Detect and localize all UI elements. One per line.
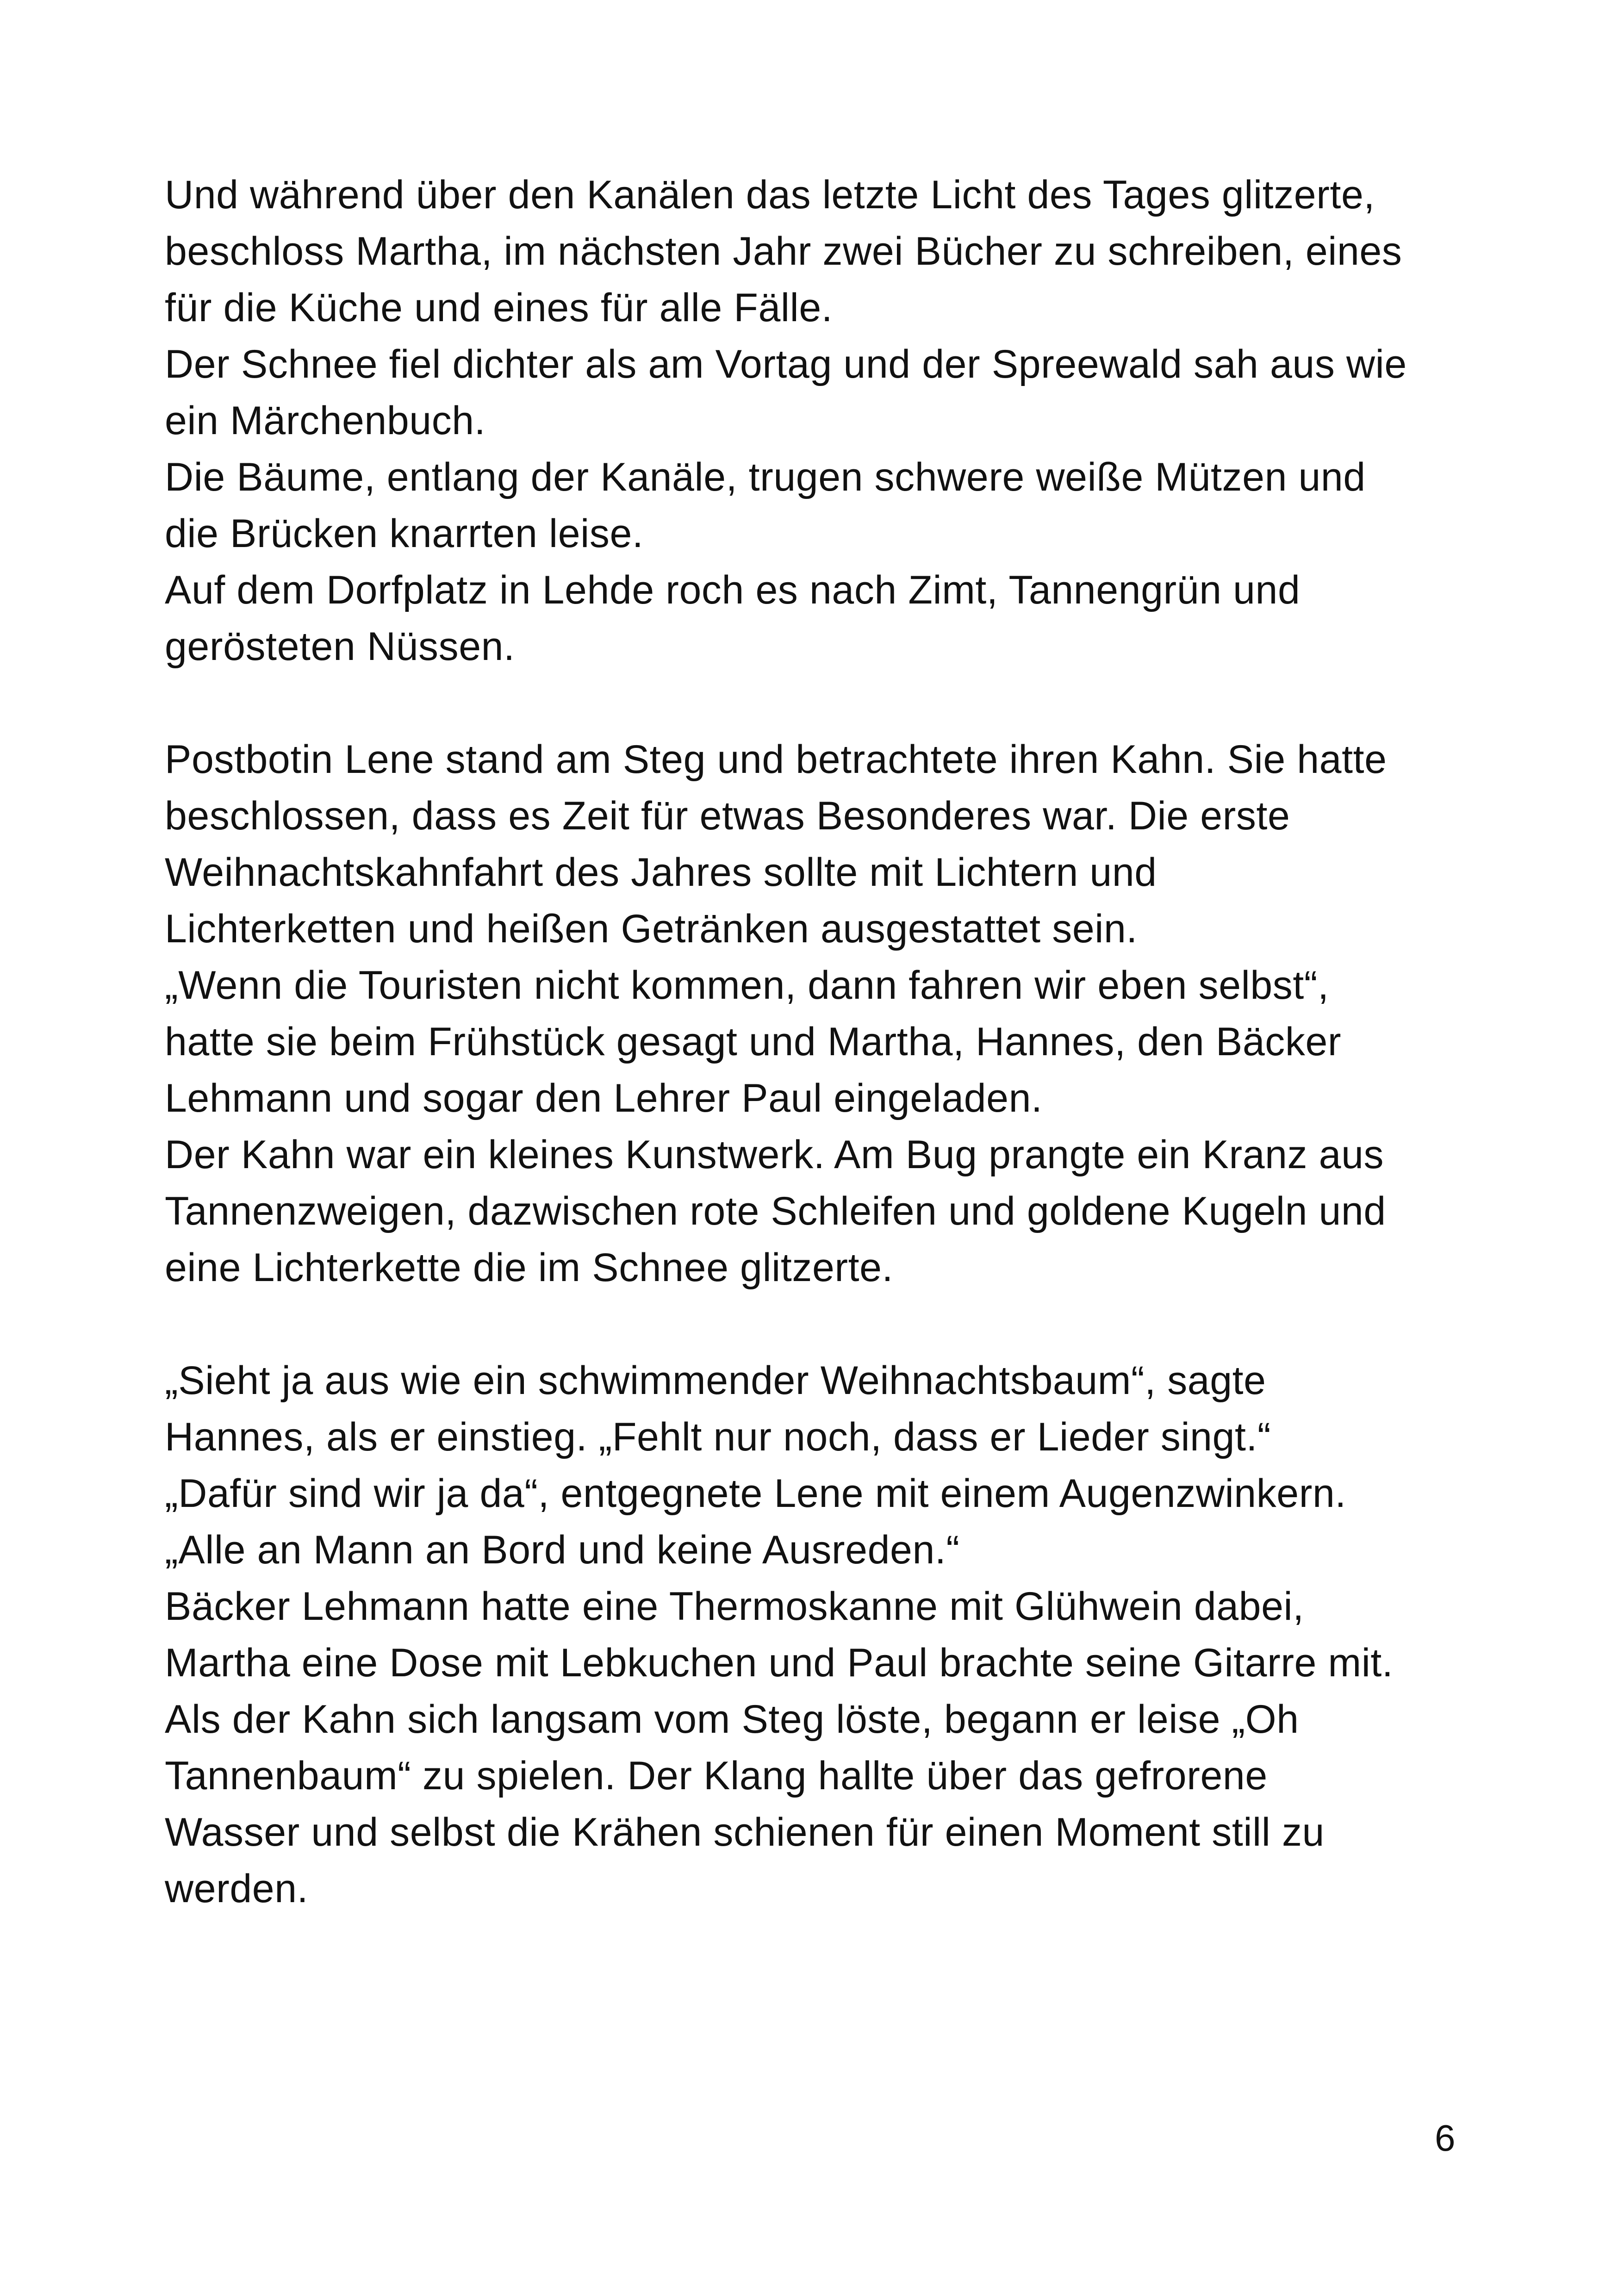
text-line: Tannenzweigen, dazwischen rote Schleifen und goldene Kugeln und — [165, 1189, 1386, 1233]
text-line: Und während über den Kanälen das letzte Licht des Tages glitzerte, — [165, 173, 1375, 217]
text-line: „Dafür sind wir ja da“, entgegnete Lene mit einem Augenzwinkern. — [165, 1471, 1346, 1516]
body-text — [165, 167, 1507, 1917]
paragraph-spacer — [165, 675, 1507, 731]
text-line: Weihnachtskahnfahrt des Jahres sollte mit Lichtern und — [165, 850, 1157, 895]
text-line: Die Bäume, entlang der Kanäle, trugen schwere weiße Mützen und — [165, 455, 1366, 499]
text-line: eine Lichterkette die im Schnee glitzerte. — [165, 1245, 894, 1290]
paragraph-3 — [165, 1352, 1507, 1917]
text-line: gerösteten Nüssen. — [165, 624, 515, 669]
text-line: beschlossen, dass es Zeit für etwas Besonderes war. Die erste — [165, 794, 1290, 838]
text-line: Martha eine Dose mit Lebkuchen und Paul brachte seine Gitarre mit. — [165, 1641, 1394, 1685]
text-line: Der Schnee fiel dichter als am Vortag und der Spreewald sah aus wie — [165, 342, 1407, 386]
text-line: beschloss Martha, im nächsten Jahr zwei Bücher zu schreiben, eines — [165, 229, 1402, 274]
paragraph-2 — [165, 731, 1507, 1296]
text-line: Tannenbaum“ zu spielen. Der Klang hallte über das gefrorene — [165, 1754, 1268, 1798]
text-line: „Wenn die Touristen nicht kommen, dann fahren wir eben selbst“, — [165, 963, 1329, 1008]
text-line: „Sieht ja aus wie ein schwimmender Weihnachtsbaum“, sagte — [165, 1358, 1266, 1403]
text-line: Postbotin Lene stand am Steg und betrachtete ihren Kahn. Sie hatte — [165, 737, 1387, 782]
text-line: Wasser und selbst die Krähen schienen für einen Moment still zu — [165, 1810, 1325, 1854]
text-line: werden. — [165, 1867, 309, 1911]
text-line: Lichterketten und heißen Getränken ausgestattet sein. — [165, 907, 1138, 951]
text-line: Als der Kahn sich langsam vom Steg löste, begann er leise „Oh — [165, 1697, 1299, 1742]
paragraph-spacer — [165, 1296, 1507, 1352]
text-line: hatte sie beim Frühstück gesagt und Martha, Hannes, den Bäcker — [165, 1020, 1342, 1064]
page-number: 6 — [1435, 2117, 1456, 2159]
paragraph-1 — [165, 167, 1507, 675]
text-line: für die Küche und eines für alle Fälle. — [165, 286, 833, 330]
text-line: ein Märchenbuch. — [165, 398, 486, 443]
text-line: die Brücken knarrten leise. — [165, 511, 644, 556]
text-line: Bäcker Lehmann hatte eine Thermoskanne mit Glühwein dabei, — [165, 1584, 1304, 1629]
text-line: Der Kahn war ein kleines Kunstwerk. Am Bug prangte ein Kranz aus — [165, 1132, 1384, 1177]
text-line: Hannes, als er einstieg. „Fehlt nur noch, dass er Lieder singt.“ — [165, 1415, 1271, 1459]
text-line: Lehmann und sogar den Lehrer Paul eingeladen. — [165, 1076, 1043, 1120]
text-line: „Alle an Mann an Bord und keine Ausreden.“ — [165, 1528, 960, 1572]
text-line: Auf dem Dorfplatz in Lehde roch es nach Zimt, Tannengrün und — [165, 568, 1301, 612]
